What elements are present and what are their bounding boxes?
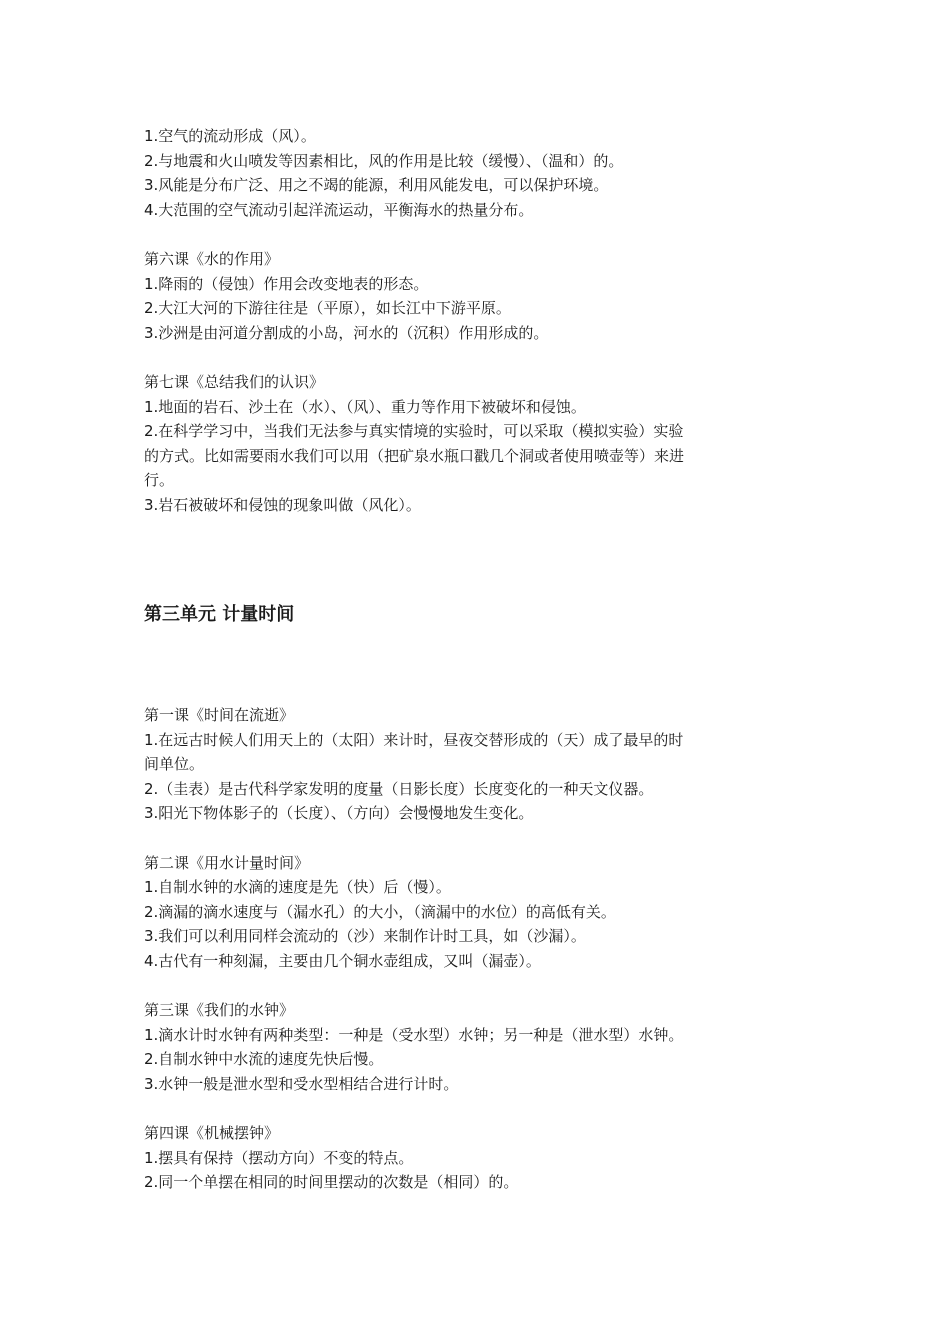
text-line: 间单位。	[144, 755, 205, 773]
text-line: 3.我们可以利用同样会流动的（沙）来制作计时工具，如（沙漏）。	[144, 927, 586, 945]
unit-heading: 第三单元 计量时间	[144, 604, 295, 625]
text-line: 3.阳光下物体影子的（长度）、（方向）会慢慢地发生变化。	[144, 804, 534, 822]
text-line: 3.岩石被破坏和侵蚀的现象叫做（风化）。	[144, 495, 421, 514]
lesson-title: 第三课《我们的水钟》	[144, 1001, 295, 1019]
text-line: 1.地面的岩石、沙土在（水）、（风）、重力等作用下被破坏和侵蚀。	[144, 397, 586, 416]
lesson-7-section	[144, 370, 804, 517]
text-line: 1.自制水钟的水滴的速度是先（快）后（慢）。	[144, 878, 451, 896]
unit3-lesson-2-section	[144, 851, 804, 974]
text-line: 4.古代有一种刻漏，主要由几个铜水壶组成，又叫（漏壶）。	[144, 951, 541, 970]
unit3-lesson-4-section	[144, 1121, 804, 1195]
lesson-title: 第六课《水的作用》	[144, 250, 280, 268]
text-line: 3.风能是分布广泛、用之不竭的能源，利用风能发电，可以保护环境。	[144, 176, 609, 194]
text-line: 1.滴水计时水钟有两种类型：一种是（受水型）水钟；另一种是（泄水型）水钟。	[144, 1025, 684, 1044]
lesson-title: 第四课《机械摆钟》	[144, 1124, 280, 1142]
text-line: 2.同一个单摆在相同的时间里摆动的次数是（相同）的。	[144, 1173, 519, 1191]
text-line: 1.降雨的（侵蚀）作用会改变地表的形态。	[144, 274, 429, 293]
unit3-lesson-1-section	[144, 703, 804, 826]
text-line: 1.摆具有保持（摆动方向）不变的特点。	[144, 1148, 414, 1167]
text-line: 2.（圭表）是古代科学家发明的度量（日影长度）长度变化的一种天文仪器。	[144, 779, 654, 798]
lesson-title: 第二课《用水计量时间》	[144, 853, 310, 872]
text-line: 1.空气的流动形成（风）。	[144, 127, 316, 145]
lesson-title: 第七课《总结我们的认识》	[144, 373, 325, 391]
text-line: 2.自制水钟中水流的速度先快后慢。	[144, 1050, 384, 1068]
text-line: 行。	[144, 471, 175, 489]
lesson-6-section	[144, 247, 804, 345]
text-line: 2.滴漏的滴水速度与（漏水孔）的大小，（滴漏中的水位）的高低有关。	[144, 902, 616, 921]
text-line: 2.与地震和火山喷发等因素相比，风的作用是比较（缓慢）、（温和）的。	[144, 151, 624, 170]
lesson-title: 第一课《时间在流逝》	[144, 706, 295, 724]
wind-section	[144, 124, 804, 222]
text-line: 2.在科学学习中，当我们无法参与真实情境的实验时，可以采取（模拟实验）实验	[144, 422, 684, 440]
document-page	[144, 124, 804, 1220]
text-line: 的方式。比如需要雨水我们可以用（把矿泉水瓶口戳几个洞或者使用喷壶等）来进	[144, 446, 685, 465]
text-line: 4.大范围的空气流动引起洋流运动，平衡海水的热量分布。	[144, 200, 534, 219]
text-line: 2.大江大河的下游往往是（平原），如长江中下游平原。	[144, 299, 511, 317]
text-line: 3.水钟一般是泄水型和受水型相结合进行计时。	[144, 1074, 459, 1093]
unit3-lesson-3-section	[144, 998, 804, 1096]
text-line: 3.沙洲是由河道分割成的小岛，河水的（沉积）作用形成的。	[144, 323, 549, 342]
text-line: 1.在远古时候人们用天上的（太阳）来计时，昼夜交替形成的（天）成了最早的时	[144, 730, 684, 749]
